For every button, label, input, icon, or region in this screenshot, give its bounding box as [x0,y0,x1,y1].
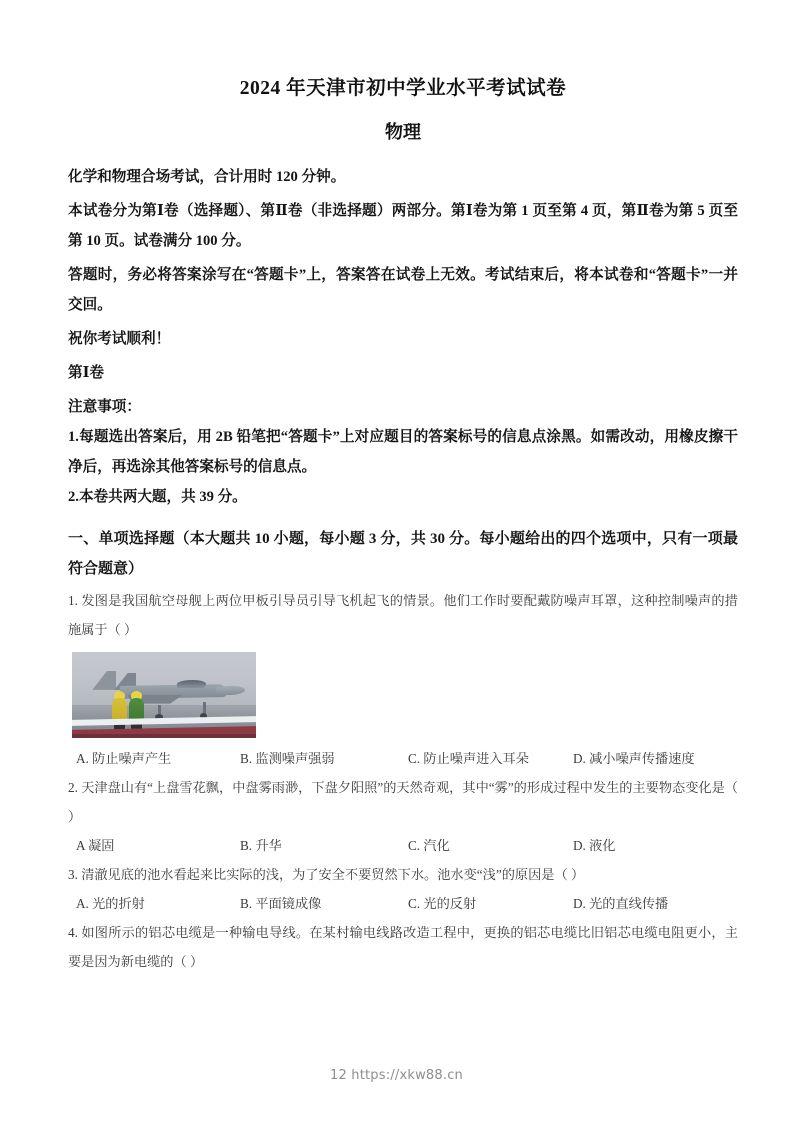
notice-heading: 注意事项： [68,399,141,415]
volume-heading: 第Ⅰ卷 [68,365,105,381]
aircraft-carrier-photo [72,652,256,738]
question-3-options [68,889,738,918]
question-3-option-c[interactable]: C. 光的反射 [408,896,477,911]
question-2-option-d[interactable]: D. 液化 [573,838,616,853]
question-2-option-b[interactable]: B. 升华 [240,838,282,853]
notice-block [68,392,738,512]
question-1-options [68,744,738,773]
question-4-stem: 4. 如图所示的铝芯电缆是一种输电导线。在某村输电线路改造工程中，更换的铝芯电缆比旧铝芯电缆电阻更小，主要是因为新电缆的（ ） [68,925,738,969]
answer-sheet-note: 答题时，务必将答案涂写在“答题卡”上，答案答在试卷上无效。考试结束后，将本试卷和“答题卡”一并交回。 [68,267,738,313]
question-4 [68,918,738,976]
front-matter [68,162,738,388]
question-1-stem: 1. 发图是我国航空母舰上两位甲板引导员引导飞机起飞的情景。他们工作时要配戴防噪声耳罩，这种控制噪声的措施属于（ ） [68,593,738,637]
question-1-option-b[interactable]: B. 监测噪声强弱 [240,751,335,766]
deck-edge-dark [72,734,256,738]
question-2-option-a[interactable]: A 凝固 [76,838,115,853]
paper-structure-note: 本试卷分为第Ⅰ卷（选择题）、第Ⅱ卷（非选择题）两部分。第Ⅰ卷为第 1 页至第 4 页，第Ⅱ卷为第 5 页至第 10 页。试卷满分 100 分。 [68,203,738,249]
question-1-figure [72,652,738,738]
question-2-stem: 2. 天津盘山有“上盘雪花飘，中盘雾雨渺，下盘夕阳照”的天然奇观，其中“雾”的形成过程中发生的主要物态变化是（ ） [68,780,738,824]
question-2 [68,773,738,860]
question-2-options [68,831,738,860]
question-3-option-a[interactable]: A. 光的折射 [76,896,145,911]
footer-watermark: 12 https://xkw88.cn [330,1068,463,1083]
notice-item-2: 2.本卷共两大题，共 39 分。 [68,489,247,505]
question-3-option-d[interactable]: D. 光的直线传播 [573,896,669,911]
question-1-option-d[interactable]: D. 减小噪声传播速度 [573,751,695,766]
page-title: 2024 年天津市初中学业水平考试试卷 [239,78,567,99]
question-1 [68,586,738,773]
question-1-option-a[interactable]: A. 防止噪声产生 [76,751,172,766]
question-1-option-c[interactable]: C. 防止噪声进入耳朵 [408,751,529,766]
good-luck-note: 祝你考试顺利！ [68,331,171,347]
exam-duration-note: 化学和物理合场考试，合计用时 120 分钟。 [68,169,346,185]
question-3-option-b[interactable]: B. 平面镜成像 [240,896,322,911]
notice-item-1: 1.每题选出答案后，用 2B 铅笔把“答题卡”上对应题目的答案标号的信息点涂黑。如需改动，用橡皮擦干净后，再选涂其他答案标号的信息点。 [68,429,738,475]
jet-canopy-icon [176,680,207,688]
question-3 [68,860,738,918]
section-heading-multiple-choice: 一、单项选择题（本大题共 10 小题，每小题 3 分，共 30 分。每小题给出的四个选项中，只有一项最符合题意） [68,531,738,577]
subject-title: 物理 [385,122,421,142]
question-2-option-c[interactable]: C. 汽化 [408,838,450,853]
question-3-stem: 3. 清澈见底的池水看起来比实际的浅，为了安全不要贸然下水。池水变“浅”的原因是（ ） [68,867,585,882]
